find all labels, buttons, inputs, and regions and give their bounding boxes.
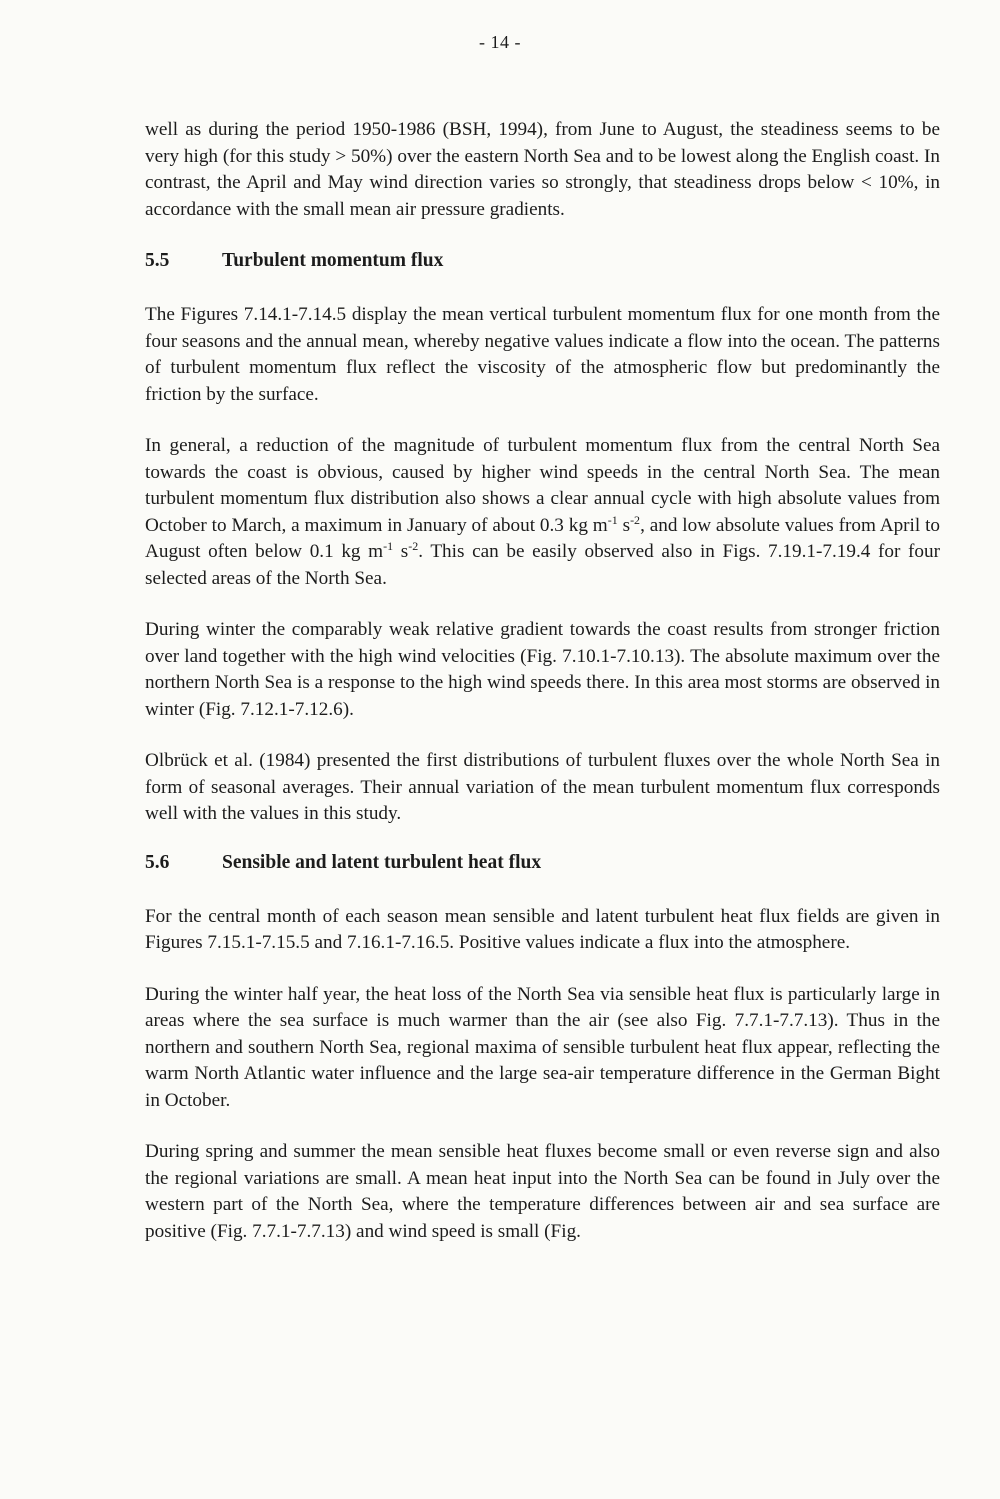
page-number: - 14 -	[479, 32, 521, 52]
body-paragraph: During spring and summer the mean sensible heat fluxes become small or even reverse sign and also the regional variations are small. A mean heat input into the North Sea can be found in July over the western part of the North Sea, where the temperature differences between air and sea surface are positive (Fig. 7.7.1-7.7.13) and wind speed is small (Fig.	[145, 1141, 940, 1242]
superscript: -2	[408, 539, 419, 553]
section-title: Turbulent momentum flux	[222, 250, 444, 271]
text-run: In general, a reduction of the magnitude of turbulent momentum flux from the central North Sea towards the coast is obvious, caused by higher wind speeds in the central North Sea. The mean turbulent momentum flux distribution also shows a clear annual cycle with high absolute values from October to March, a maximum in January of about 0.3 kg m	[145, 435, 940, 536]
section-heading	[145, 850, 940, 876]
body-paragraph: Olbrück et al. (1984) presented the first distributions of turbulent fluxes over the whole North Sea in form of seasonal averages. Their annual variation of the mean turbulent momentum flux corresponds well with the values in this study.	[145, 750, 940, 824]
body-paragraph: The Figures 7.14.1-7.14.5 display the mean vertical turbulent momentum flux for one month from the four seasons and the annual mean, whereby negative values indicate a flow into the ocean. The patterns of turbulent momentum flux reflect the viscosity of the atmospheric flow but predominantly the friction by the surface.	[145, 304, 940, 405]
section-title: Sensible and latent turbulent heat flux	[222, 851, 542, 873]
section-heading	[145, 248, 940, 274]
page-body	[145, 117, 940, 1245]
section-number: 5.6	[145, 851, 170, 873]
section-number: 5.5	[145, 250, 170, 271]
body-paragraph: well as during the period 1950-1986 (BSH, 1994), from June to August, the steadiness seems to be very high (for this study > 50%) over the eastern North Sea and to be lowest along the English coast. In contrast, the April and May wind direction varies so strongly, that steadiness drops below < 10%, in accordance with the small mean air pressure gradients.	[145, 119, 940, 220]
superscript: -1	[607, 512, 618, 527]
text-run: . This can be easily observed also in Figs. 7.19.1-7.19.4 for four selected areas of the North Sea.	[145, 541, 941, 589]
superscript: -2	[630, 512, 641, 527]
text-run: , and low absolute values from April to August often below 0.1 kg m	[145, 514, 941, 562]
text-run: s	[617, 514, 631, 536]
body-paragraph: For the central month of each season mean sensible and latent turbulent heat flux fields are given in Figures 7.15.1-7.15.5 and 7.16.1-7.16.5. Positive values indicate a flux into the atmosphere.	[145, 905, 940, 953]
body-paragraph: During winter the comparably weak relative gradient towards the coast results from stronger friction over land together with the high wind velocities (Fig. 7.10.1-7.10.13). The absolute maximum over the northern North Sea is a response to the high wind speeds there. In this area most storms are observed in winter (Fig. 7.12.1-7.12.6).	[145, 619, 940, 720]
superscript: -1	[383, 539, 394, 553]
body-paragraph	[145, 433, 940, 592]
body-paragraph: During the winter half year, the heat loss of the North Sea via sensible heat flux is particularly large in areas where the sea surface is much warmer than the air (see also Fig. 7.7.1-7.7.13). Thus in the northern and southern North Sea, regional maxima of sensible turbulent heat flux appear, reflecting the warm North Atlantic water influence and the large sea-air temperature difference in the German Bight in October.	[145, 983, 940, 1111]
text-run: s	[393, 541, 409, 562]
